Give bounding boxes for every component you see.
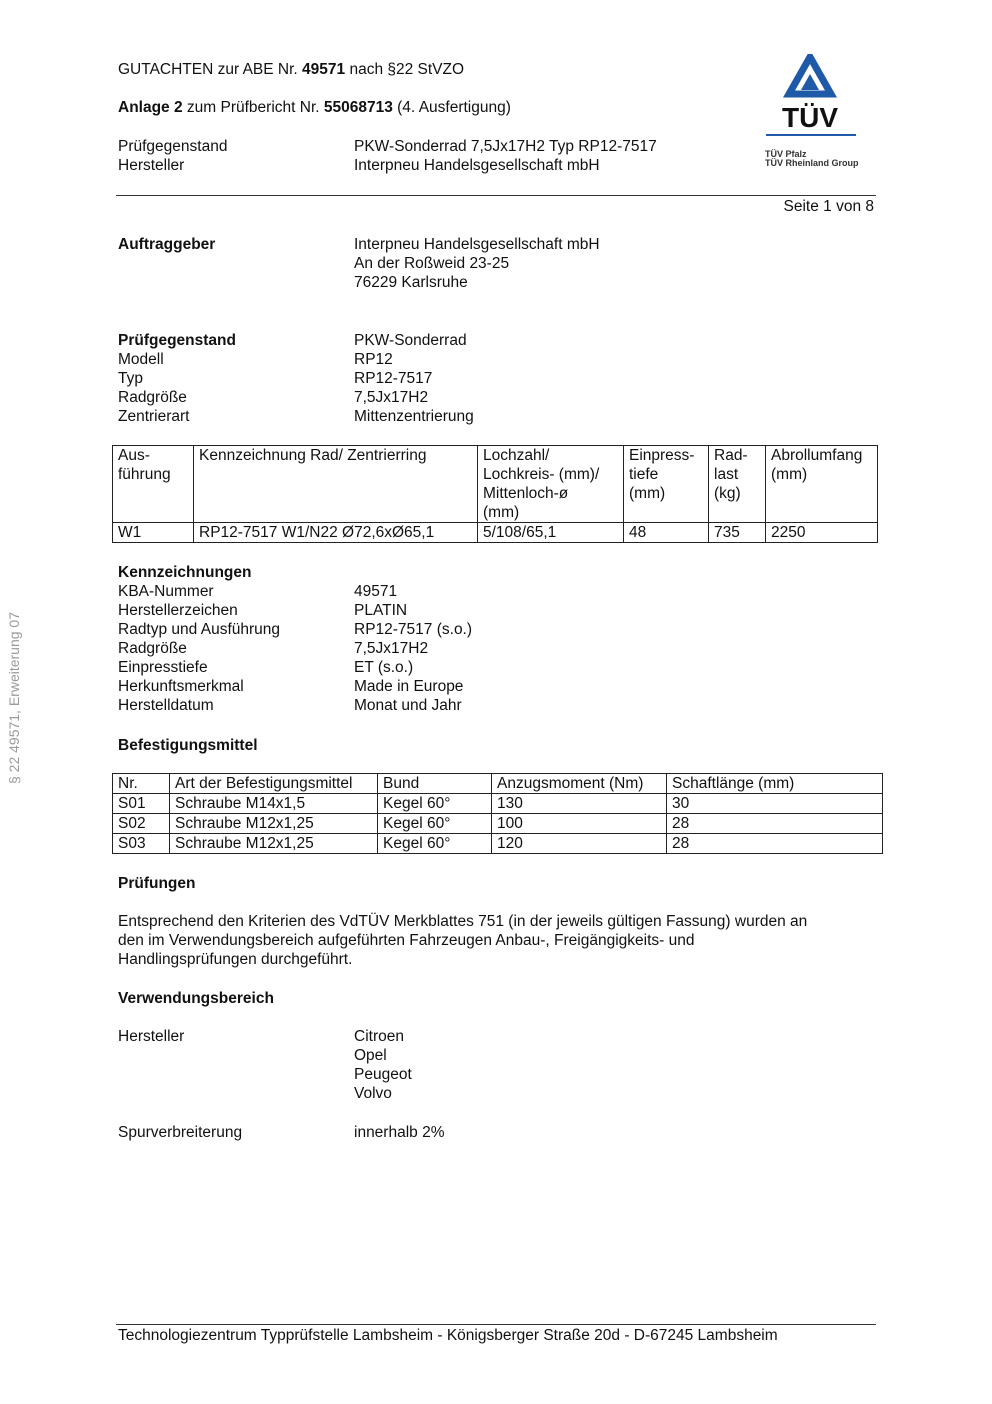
pruefungen-text-3: Handlingsprüfungen durchgeführt.	[118, 951, 353, 968]
th-art: Art der Befestigungsmittel	[170, 774, 378, 794]
pruefgegenstand-title: Prüfgegenstand	[118, 332, 236, 349]
header-line-2	[118, 98, 511, 117]
report-number: 55068713	[323, 99, 393, 116]
verwendungsbereich-title: Verwendungsbereich	[118, 990, 274, 1007]
header-divider	[116, 195, 876, 196]
cell-ausfuehrung: W1	[113, 523, 194, 543]
auftraggeber-line-2: An der Roßweid 23-25	[354, 255, 510, 272]
th-ausfuehrung: Aus- führung	[113, 446, 194, 523]
abe-number: 49571	[302, 61, 346, 78]
cell-kennzeichnung: RP12-7517 W1/N22 Ø72,6xØ65,1	[194, 523, 478, 543]
wheel-table	[112, 445, 878, 543]
befestigung-table	[112, 773, 883, 854]
spurverbreiterung-label: Spurverbreiterung	[118, 1124, 243, 1141]
th-anzugsmoment: Anzugsmoment (Nm)	[492, 774, 667, 794]
header-pruefgegenstand-label: Prüfgegenstand	[118, 138, 228, 155]
header-prefix: GUTACHTEN zur ABE Nr.	[118, 61, 303, 78]
logo-line-1: TÜV Pfalz	[765, 149, 807, 159]
anlage-label: Anlage 2	[118, 99, 183, 116]
pruefgegenstand-title-value: PKW-Sonderrad	[354, 332, 467, 349]
kennzeichnungen-title: Kennzeichnungen	[118, 564, 252, 581]
wheel-table-header	[113, 446, 878, 523]
pruefungen-text-1: Entsprechend den Kriterien des VdTÜV Merkblattes 751 (in der jeweils gültigen Fassung) wurden an	[118, 913, 808, 930]
table-row: S03 Schraube M12x1,25 Kegel 60° 120 28	[113, 834, 883, 854]
footer-divider	[116, 1324, 876, 1325]
header-hersteller-value: Interpneu Handelsgesellschaft mbH	[354, 157, 600, 174]
th-abrollumfang: Abrollumfang (mm)	[766, 446, 878, 523]
cell-einpresstiefe: 48	[624, 523, 709, 543]
list-item: Peugeot	[354, 1066, 412, 1083]
report-label: zum Prüfbericht Nr.	[182, 99, 324, 116]
th-radlast: Rad- last (kg)	[709, 446, 766, 523]
footer-address: Technologiezentrum Typprüfstelle Lambsheim - Königsberger Straße 20d - D-67245 Lambsheim	[118, 1327, 778, 1344]
table-row	[113, 523, 878, 543]
verwendung-hersteller-label: Hersteller	[118, 1028, 185, 1045]
cell-lochzahl: 5/108/65,1	[478, 523, 624, 543]
auftraggeber-line-3: 76229 Karlsruhe	[354, 274, 468, 291]
tuev-triangle-icon	[764, 54, 860, 138]
cell-abrollumfang: 2250	[766, 523, 878, 543]
auftraggeber-line-1: Interpneu Handelsgesellschaft mbH	[354, 236, 600, 253]
header-hersteller-label: Hersteller	[118, 157, 185, 174]
pruefungen-text-2: den im Verwendungsbereich aufgeführten Fahrzeugen Anbau-, Freigängigkeits- und	[118, 932, 695, 949]
table-row: S01 Schraube M14x1,5 Kegel 60° 130 30	[113, 794, 883, 814]
header-pruefgegenstand-value: PKW-Sonderrad 7,5Jx17H2 Typ RP12-7517	[354, 138, 657, 155]
header-suffix: nach §22 StVZO	[345, 61, 465, 78]
header-line-1	[118, 60, 464, 79]
logo-line-2: TÜV Rheinland Group	[765, 158, 859, 168]
auftraggeber-label: Auftraggeber	[118, 236, 216, 253]
th-einpresstiefe: Einpress- tiefe (mm)	[624, 446, 709, 523]
tuev-wordmark: TÜV	[782, 102, 838, 133]
list-item: Opel	[354, 1047, 387, 1064]
th-kennzeichnung: Kennzeichnung Rad/ Zentrierring	[194, 446, 478, 523]
list-item: Volvo	[354, 1085, 392, 1102]
table-row: S02 Schraube M12x1,25 Kegel 60° 100 28	[113, 814, 883, 834]
th-nr: Nr.	[113, 774, 170, 794]
cell-radlast: 735	[709, 523, 766, 543]
pruefungen-title: Prüfungen	[118, 875, 196, 892]
th-bund: Bund	[378, 774, 492, 794]
spurverbreiterung-value: innerhalb 2%	[354, 1124, 445, 1141]
tuev-logo	[764, 54, 860, 174]
page-number: Seite 1 von 8	[783, 198, 874, 215]
befestigung-title: Befestigungsmittel	[118, 737, 258, 754]
list-item: Citroen	[354, 1028, 404, 1045]
copy-note: (4. Ausfertigung)	[392, 99, 511, 116]
befestigung-header	[113, 774, 883, 794]
th-schaftlaenge: Schaftlänge (mm)	[667, 774, 883, 794]
th-lochzahl: Lochzahl/ Lochkreis- (mm)/ Mittenloch-ø (mm)	[478, 446, 624, 523]
side-margin-note: § 22 49571, Erweiterung 07	[6, 612, 22, 785]
